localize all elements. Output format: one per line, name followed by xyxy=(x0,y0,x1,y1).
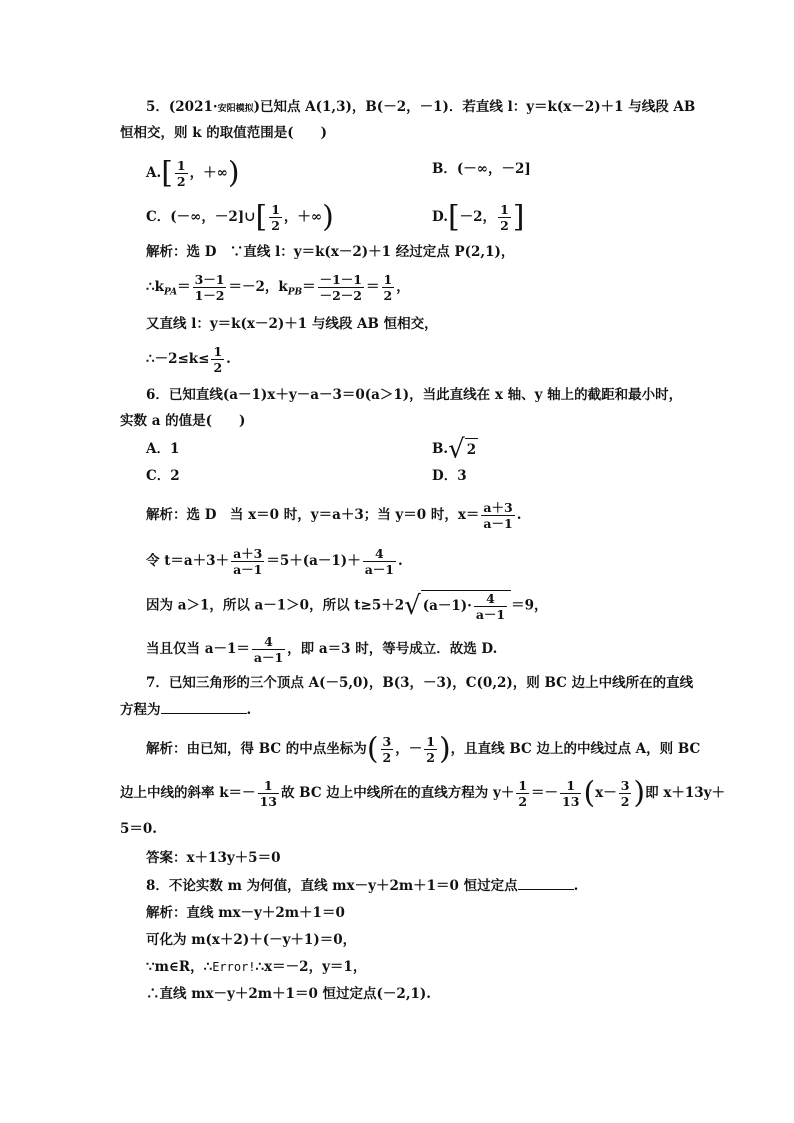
text: 方程为 xyxy=(120,702,161,718)
q6-solution-line3 xyxy=(146,590,548,622)
denominator: 2 xyxy=(518,794,528,809)
left-paren: ( xyxy=(583,775,596,811)
denominator: a－1 xyxy=(233,562,263,577)
fraction xyxy=(231,546,264,577)
numerator: 3 xyxy=(620,778,630,793)
q5-option-d xyxy=(432,199,525,235)
denominator: 1－2 xyxy=(194,288,225,303)
q5-solution-line1: 解析：选 D ∵直线 l：y＝k(x－2)＋1 经过定点 P(2,1)， xyxy=(146,244,515,260)
q5-option-c-rest: ，＋∞ xyxy=(283,209,323,225)
text: ＝9， xyxy=(511,597,548,614)
text: ，即 a＝3 时，等号成立．故选 D. xyxy=(287,641,498,657)
text: 故 BC 边上中线所在的直线方程为 y＋ xyxy=(280,785,515,801)
q5-option-d-label: D. xyxy=(432,209,448,225)
numerator: 1 xyxy=(518,778,528,793)
q6-option-b xyxy=(432,434,478,465)
q7-stem-line2 xyxy=(120,699,251,721)
q6-option-a: A．1 xyxy=(146,441,180,457)
text: ∴x＝－2，y＝1， xyxy=(255,959,367,975)
text: . xyxy=(246,702,252,718)
fraction xyxy=(258,778,279,809)
q5-solution-line4 xyxy=(146,344,231,375)
text: ＝－2，k xyxy=(228,279,288,295)
answer-blank xyxy=(518,875,574,890)
numerator: 1 xyxy=(213,344,223,359)
q6-option-d: D．3 xyxy=(432,468,467,484)
q5-stem-line2: 恒相交，则 k 的取值范围是( ) xyxy=(120,125,328,141)
q7-solution-line2 xyxy=(120,775,726,811)
fraction xyxy=(424,734,437,765)
q8-solution-line1: 解析：直线 mx－y＋2m＋1＝0 xyxy=(146,905,345,921)
fraction xyxy=(211,344,224,375)
denominator: 2 xyxy=(213,360,223,375)
radicand xyxy=(421,590,511,622)
text: . xyxy=(516,507,522,523)
q8-solution-line2: 可化为 m(x＋2)＋(－y＋1)＝0， xyxy=(146,932,357,948)
denominator: 2 xyxy=(383,288,393,303)
text: ∴k xyxy=(146,279,164,295)
numerator: 4 xyxy=(363,546,396,562)
right-paren: ) xyxy=(633,775,646,811)
numerator: －1－1 xyxy=(319,272,362,287)
denominator: a－1 xyxy=(483,516,513,531)
denominator: 13 xyxy=(562,794,580,809)
q5-option-c-text: C．(－∞，－2]∪ xyxy=(146,209,256,225)
left-bracket: [ xyxy=(447,199,460,235)
right-bracket: ] xyxy=(512,199,525,235)
text: 即 x＋13y＋ xyxy=(645,785,726,801)
radicand: 2 xyxy=(465,438,478,461)
text: . xyxy=(398,553,403,569)
q5-option-d-text: －2， xyxy=(459,209,497,225)
denominator: a－1 xyxy=(253,650,284,665)
denominator: －2－2 xyxy=(319,288,362,303)
text: ， xyxy=(396,279,410,295)
denominator: a－1 xyxy=(475,607,506,622)
text: ＝ xyxy=(302,279,316,295)
numerator: 1 xyxy=(383,272,393,287)
denominator: a－1 xyxy=(364,562,395,577)
denominator: 2 xyxy=(500,218,509,233)
denominator: 2 xyxy=(382,750,392,765)
q5-option-a-rest: ，＋∞ xyxy=(189,165,228,181)
denominator: 2 xyxy=(271,218,280,233)
text: ∴－2≤k≤ xyxy=(146,351,210,367)
fraction xyxy=(382,272,395,303)
q5-stem-line1 xyxy=(146,96,695,120)
numerator: 1 xyxy=(500,202,509,217)
numerator: a＋3 xyxy=(233,546,263,561)
fraction xyxy=(474,591,507,622)
q8-solution-line3 xyxy=(146,956,366,978)
left-bracket: [ xyxy=(255,199,268,235)
left-bracket: [ xyxy=(161,155,173,191)
q6-solution-line4 xyxy=(146,634,497,665)
q7-answer: 答案：x＋13y＋5＝0 xyxy=(146,850,281,866)
q7-solution-line1 xyxy=(146,731,701,767)
denominator: 2 xyxy=(176,174,186,189)
numerator: 4 xyxy=(252,634,285,650)
fraction xyxy=(481,500,514,531)
text: ，－ xyxy=(395,741,423,757)
q6-stem-line2: 实数 a 的值是( ) xyxy=(120,413,246,429)
q8-stem xyxy=(146,875,578,897)
q5-option-a-label: A. xyxy=(146,165,162,181)
fraction xyxy=(193,272,227,303)
fraction xyxy=(318,272,364,303)
q6-option-c: C．2 xyxy=(146,468,180,484)
text: 解析：由已知，得 BC 的中点坐标为 xyxy=(146,741,367,757)
left-paren: ( xyxy=(366,731,379,767)
fraction xyxy=(498,202,511,233)
sqrt-icon: √ xyxy=(448,434,465,465)
denominator: 2 xyxy=(620,794,630,809)
text: ∵m∈R，∴ xyxy=(146,959,213,975)
fraction xyxy=(516,778,529,809)
numerator: 1 xyxy=(176,158,186,173)
fraction xyxy=(252,634,285,665)
q5-solution-line2 xyxy=(146,272,410,304)
q7-solution-line3: 5＝0. xyxy=(120,821,157,837)
fraction xyxy=(560,778,581,809)
text: 当且仅当 a－1＝ xyxy=(146,641,250,657)
numerator: 1 xyxy=(271,202,280,217)
numerator: a＋3 xyxy=(483,500,513,515)
numerator: 4 xyxy=(474,591,507,607)
fraction xyxy=(363,546,396,577)
q6-solution-line1 xyxy=(146,500,521,531)
q5-option-c xyxy=(146,199,334,235)
text: ＝－ xyxy=(531,785,559,801)
text: 解析：选 D 当 x＝0 时，y＝a＋3；当 y＝0 时，x＝ xyxy=(146,507,480,523)
denominator: 2 xyxy=(426,750,435,765)
q5-option-b: B．(－∞，－2] xyxy=(432,161,531,177)
text: . xyxy=(226,351,231,367)
numerator: 1 xyxy=(426,734,435,749)
numerator: 1 xyxy=(258,778,279,794)
right-paren: ) xyxy=(322,199,334,235)
right-paren: ) xyxy=(438,731,451,767)
q5-number: 5．(2021· xyxy=(146,99,218,115)
text: ＝ xyxy=(366,279,380,295)
subscript: PB xyxy=(287,287,303,298)
text: ，且直线 BC 边上的中线过点 A，则 BC xyxy=(450,741,701,757)
numerator: 3－1 xyxy=(194,272,225,287)
numerator: 3 xyxy=(382,734,392,749)
q8-solution-line4: ∴直线 mx－y＋2m＋1＝0 恒过定点(－2,1). xyxy=(146,986,432,1002)
sqrt-icon: √ xyxy=(404,591,421,621)
text: x－ xyxy=(595,785,617,801)
q5-solution-line3: 又直线 l：y＝k(x－2)＋1 与线段 AB 恒相交， xyxy=(146,316,438,332)
text: 8．不论实数 m 为何值，直线 mx－y＋2m＋1＝0 恒过定点 xyxy=(146,878,518,894)
fraction xyxy=(269,202,282,233)
text: 令 t＝a＋3＋ xyxy=(146,553,230,569)
text: . xyxy=(573,878,579,894)
text: 边上中线的斜率 k＝－ xyxy=(120,785,256,801)
q7-stem-line1: 7．已知三角形的三个顶点 A(－5,0)，B(3，－3)，C(0,2)，则 BC 边上中线所在的直线 xyxy=(146,675,694,691)
q5-source: 安阳模拟 xyxy=(217,104,254,114)
text: (a－1)· xyxy=(422,598,472,614)
subscript: PA xyxy=(163,287,178,298)
q6-solution-line2 xyxy=(146,546,403,577)
fraction xyxy=(381,734,394,765)
text: ＝5＋(a－1)＋ xyxy=(266,553,361,569)
denominator: 13 xyxy=(259,794,277,809)
fraction xyxy=(619,778,632,809)
answer-blank xyxy=(161,699,247,714)
q5-option-a xyxy=(146,155,240,191)
text: 因为 a＞1，所以 a－1＞0，所以 t≥5＋2 xyxy=(146,597,405,614)
right-paren: ) xyxy=(227,155,240,191)
fraction xyxy=(175,158,188,189)
text: ＝ xyxy=(177,279,191,295)
error-text: Error! xyxy=(212,960,256,974)
q6-option-b-label: B. xyxy=(432,441,449,457)
numerator: 1 xyxy=(560,778,581,794)
q5-stem-text: )已知点 A(1,3)，B(－2，－1)．若直线 l：y＝k(x－2)＋1 与线段 AB xyxy=(253,99,696,115)
q6-stem-line1: 6．已知直线(a－1)x＋y－a－3＝0(a＞1)，当此直线在 x 轴、y 轴上的截距和最小时， xyxy=(146,387,683,403)
